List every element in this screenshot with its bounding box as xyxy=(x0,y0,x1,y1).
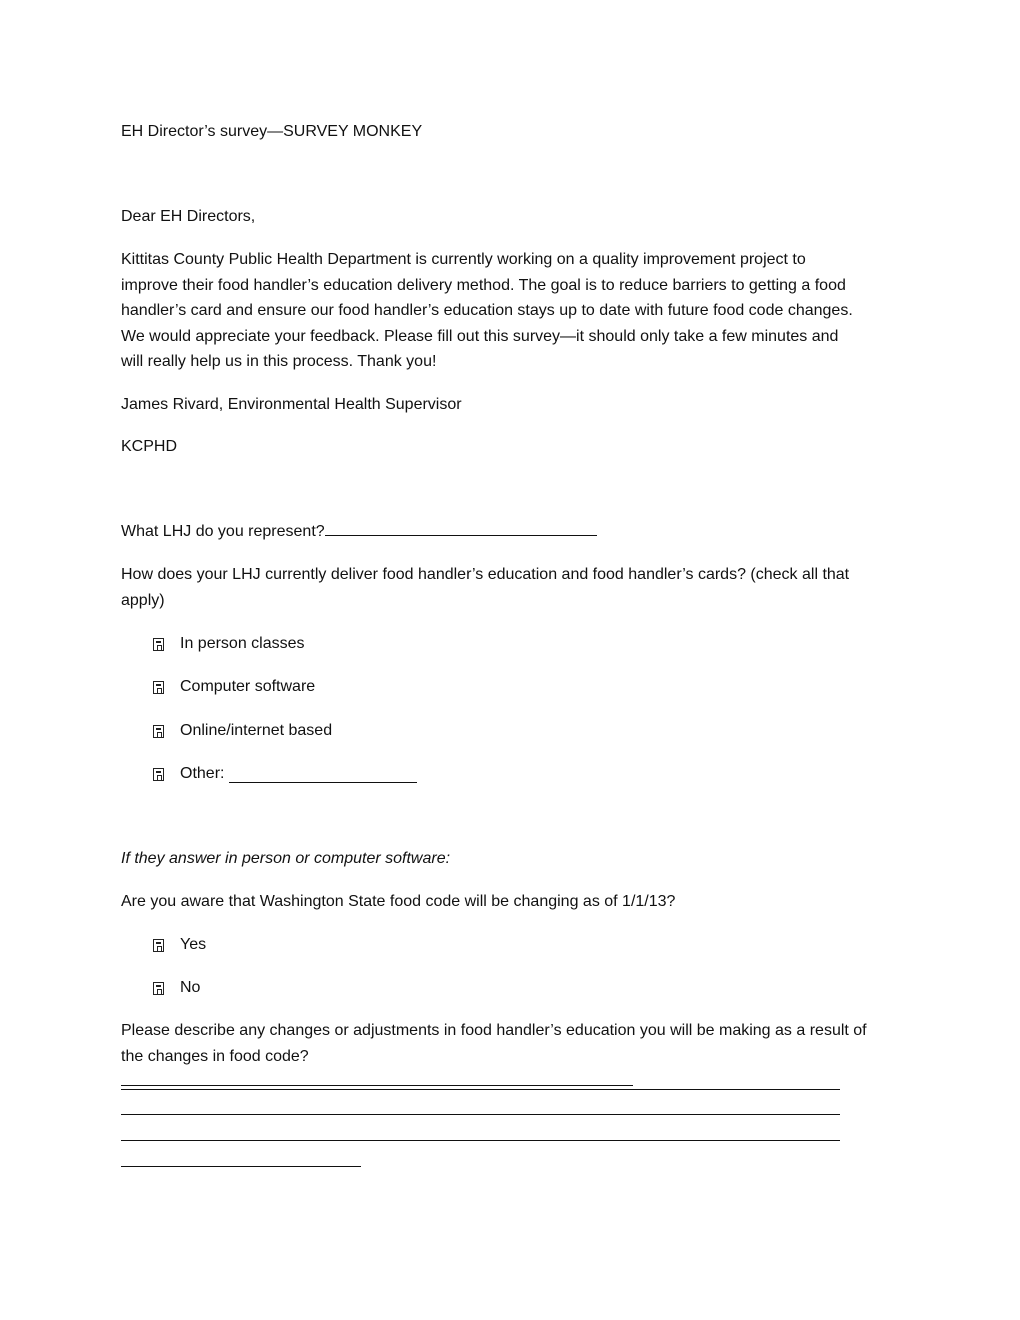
intro-line: We would appreciate your feedback. Please fill out this survey—it should only take a few minutes and xyxy=(121,327,839,345)
greeting: Dear EH Directors, xyxy=(121,208,256,225)
checkbox-icon[interactable] xyxy=(153,768,164,781)
changes-answer-blank[interactable] xyxy=(121,1069,633,1086)
signature-org: KCPHD xyxy=(121,438,178,455)
question-line: apply) xyxy=(121,591,165,609)
document-title: EH Director’s survey—SURVEY MONKEY xyxy=(121,123,423,140)
other-answer-blank[interactable] xyxy=(229,766,417,783)
intro-line: handler’s card and ensure our food handler’s education stays up to date with future food code changes. xyxy=(121,302,853,320)
option-computer-software[interactable] xyxy=(153,676,315,698)
question-line xyxy=(121,1044,911,1087)
question-line: Please describe any changes or adjustments in food handler’s education you will be making as a result of xyxy=(121,1022,867,1039)
intro-line: will really help us in this process. Thank you! xyxy=(121,353,437,371)
option-label: Other: xyxy=(180,765,229,782)
intro-line: improve their food handler’s education delivery method. The goal is to reduce barriers to getting a food xyxy=(121,276,846,294)
lhj-answer-blank[interactable] xyxy=(325,519,597,536)
question-lhj-label: What LHJ do you represent? xyxy=(121,523,325,540)
answer-line[interactable] xyxy=(121,1089,840,1090)
option-label: Computer software xyxy=(180,678,316,695)
option-label: No xyxy=(180,979,201,996)
answer-line[interactable] xyxy=(121,1114,840,1115)
question-changes xyxy=(121,1018,911,1086)
option-in-person[interactable] xyxy=(153,633,305,655)
option-label: Online/internet based xyxy=(180,722,333,739)
intro-line: Kittitas County Public Health Department is currently working on a quality improvement project to xyxy=(121,251,806,268)
option-online[interactable] xyxy=(153,720,332,742)
option-no[interactable] xyxy=(153,977,200,999)
conditional-note: If they answer in person or computer software: xyxy=(121,850,451,867)
checkbox-icon[interactable] xyxy=(153,939,164,952)
checkbox-icon[interactable] xyxy=(153,725,164,738)
checkbox-icon[interactable] xyxy=(153,681,164,694)
checkbox-icon[interactable] xyxy=(153,982,164,995)
intro-paragraph xyxy=(121,247,911,375)
option-label: Yes xyxy=(180,936,207,953)
question-line-text: the changes in food code? xyxy=(121,1047,314,1065)
checkbox-icon[interactable] xyxy=(153,638,164,651)
option-label: In person classes xyxy=(180,635,305,652)
question-delivery xyxy=(121,562,911,613)
answer-line[interactable] xyxy=(121,1140,840,1141)
question-line: How does your LHJ currently deliver food handler’s education and food handler’s cards? (check all that xyxy=(121,566,850,583)
answer-line[interactable] xyxy=(121,1166,361,1167)
signature-name: James Rivard, Environmental Health Supervisor xyxy=(121,396,462,413)
option-yes[interactable] xyxy=(153,934,206,956)
question-food-code: Are you aware that Washington State food code will be changing as of 1/1/13? xyxy=(121,893,676,910)
option-other[interactable] xyxy=(153,763,417,785)
question-lhj xyxy=(121,519,597,545)
